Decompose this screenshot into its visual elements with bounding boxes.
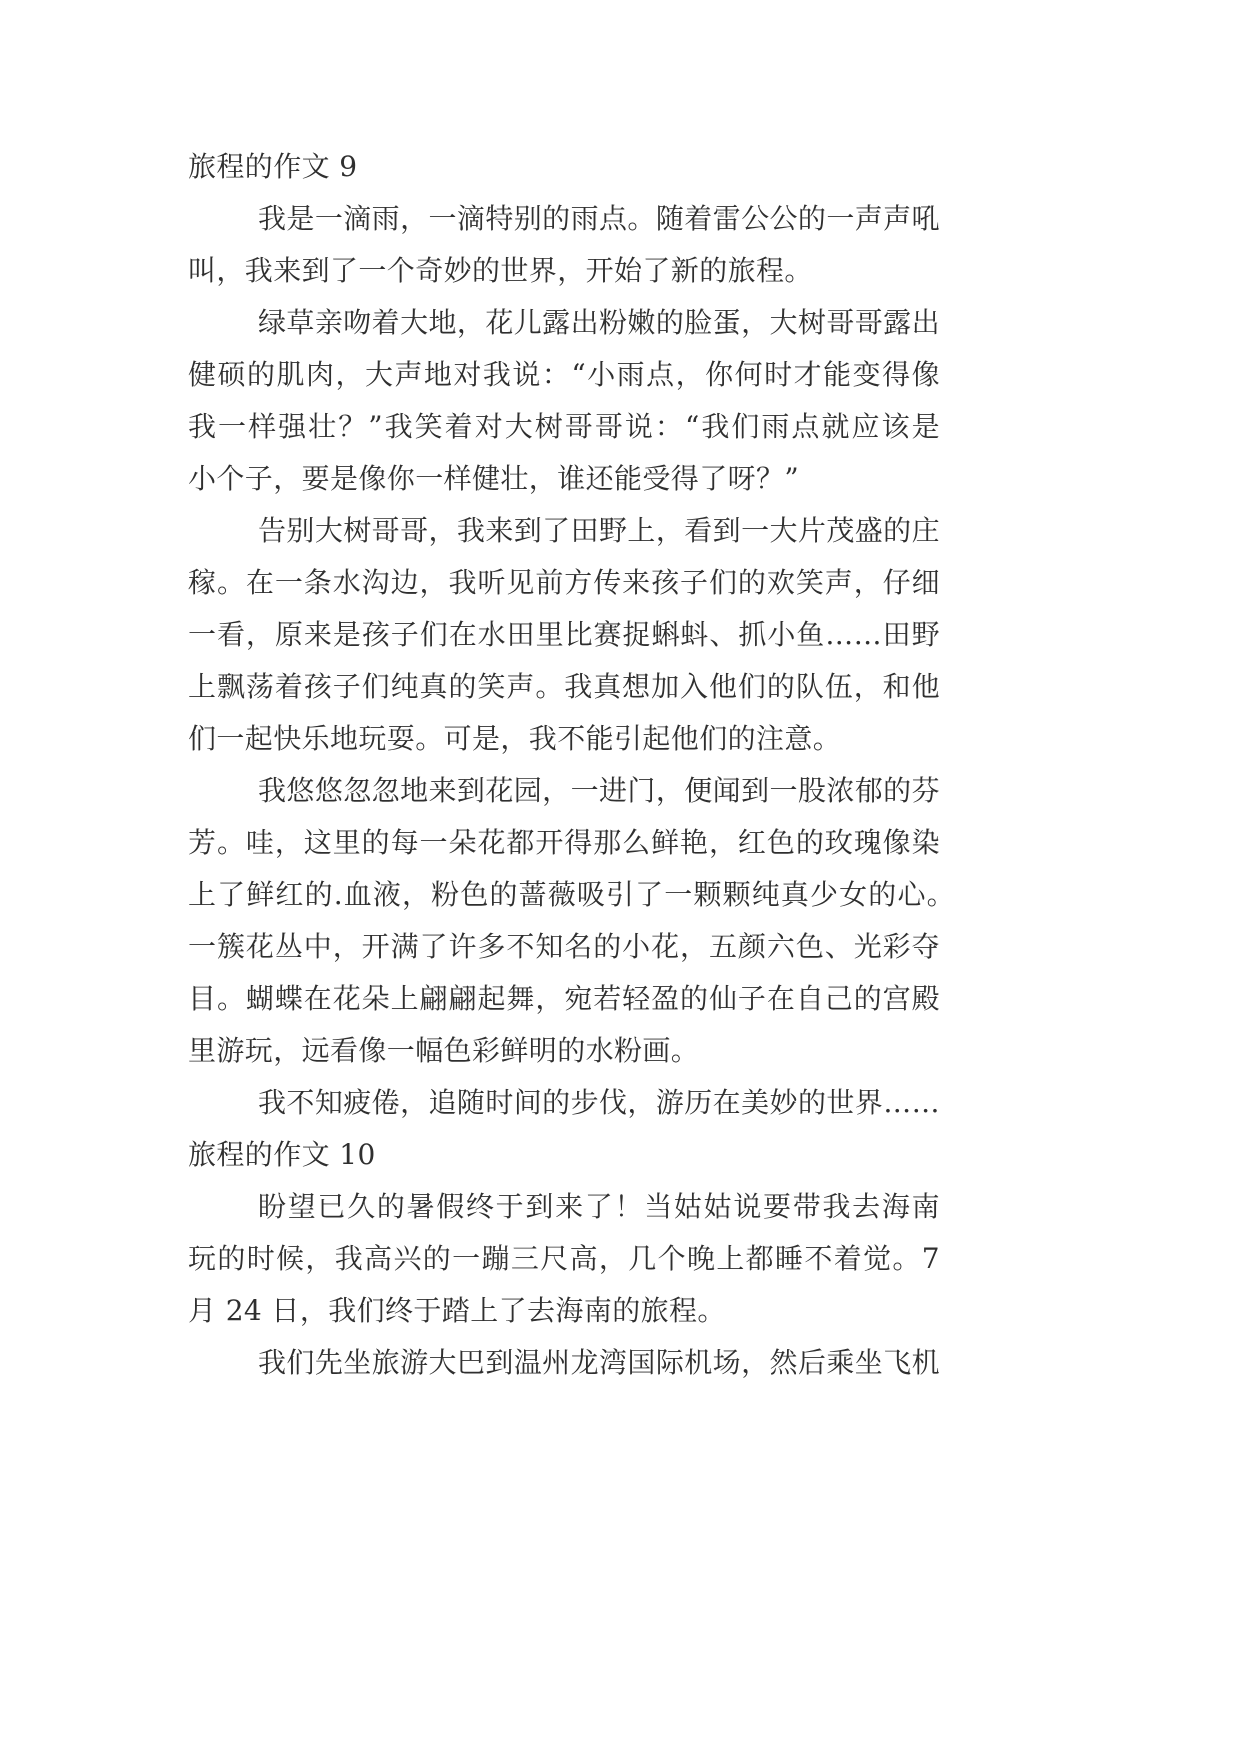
- paragraph-line: 玩的时候，我高兴的一蹦三尺高，几个晚上都睡不着觉。7: [188, 1242, 940, 1275]
- paragraph-line: 盼望已久的暑假终于到来了！当姑姑说要带我去海南: [258, 1190, 940, 1223]
- essay-section: [188, 1129, 940, 1389]
- paragraph-line: 里游玩，远看像一幅色彩鲜明的水粉画。: [188, 1034, 700, 1067]
- paragraph: [188, 1077, 940, 1129]
- paragraph-line: 稼。在一条水沟边，我听见前方传来孩子们的欢笑声，仔细: [188, 566, 940, 599]
- paragraph-line: 健硕的肌肉，大声地对我说：“小雨点，你何时才能变得像: [188, 358, 940, 391]
- essay-heading: 旅程的作文 9: [188, 150, 358, 183]
- paragraph-line: 一看，原来是孩子们在水田里比赛捉蝌蚪、抓小鱼……田野: [188, 618, 940, 651]
- paragraph-line: 我是一滴雨，一滴特别的雨点。随着雷公公的一声声吼: [258, 202, 940, 235]
- essay-heading: 旅程的作文 10: [188, 1138, 376, 1171]
- paragraph-line: 芳。哇，这里的每一朵花都开得那么鲜艳，红色的玫瑰像染: [188, 826, 940, 859]
- paragraph-line: 叫，我来到了一个奇妙的世界，开始了新的旅程。: [188, 254, 813, 287]
- paragraph-line: 我悠悠忽忽地来到花园，一进门，便闻到一股浓郁的芬: [258, 774, 940, 807]
- paragraph: [188, 297, 940, 505]
- paragraph-line: 目。蝴蝶在花朵上翩翩起舞，宛若轻盈的仙子在自己的宫殿: [188, 982, 940, 1015]
- paragraph: [188, 193, 940, 297]
- paragraph-line: 告别大树哥哥，我来到了田野上，看到一大片茂盛的庄: [258, 514, 940, 547]
- paragraph-line: 月 24 日，我们终于踏上了去海南的旅程。: [188, 1294, 726, 1327]
- essay-section: [188, 141, 955, 1129]
- paragraph-line: 我们先坐旅游大巴到温州龙湾国际机场，然后乘坐飞机: [258, 1346, 940, 1379]
- paragraph: [188, 765, 955, 1077]
- paragraph-line: 一簇花丛中，开满了许多不知名的小花，五颜六色、光彩夺: [188, 930, 940, 963]
- paragraph: [188, 1337, 940, 1389]
- paragraph-line: 小个子，要是像你一样健壮，谁还能受得了呀？”: [188, 462, 800, 495]
- paragraph: [188, 1181, 940, 1337]
- paragraph-line: 我一样强壮？”我笑着对大树哥哥说：“我们雨点就应该是: [188, 410, 940, 443]
- paragraph-line: 上了鲜红的.血液，粉色的蔷薇吸引了一颗颗纯真少女的心。: [188, 878, 955, 911]
- paragraph-line: 上飘荡着孩子们纯真的笑声。我真想加入他们的队伍，和他: [188, 670, 940, 703]
- paragraph-line: 们一起快乐地玩耍。可是，我不能引起他们的注意。: [188, 722, 842, 755]
- paragraph: [188, 505, 940, 765]
- paragraph-line: 我不知疲倦，追随时间的步伐，游历在美妙的世界……: [258, 1086, 940, 1119]
- document-body: [188, 141, 955, 1389]
- paragraph-line: 绿草亲吻着大地，花儿露出粉嫩的脸蛋，大树哥哥露出: [258, 306, 940, 339]
